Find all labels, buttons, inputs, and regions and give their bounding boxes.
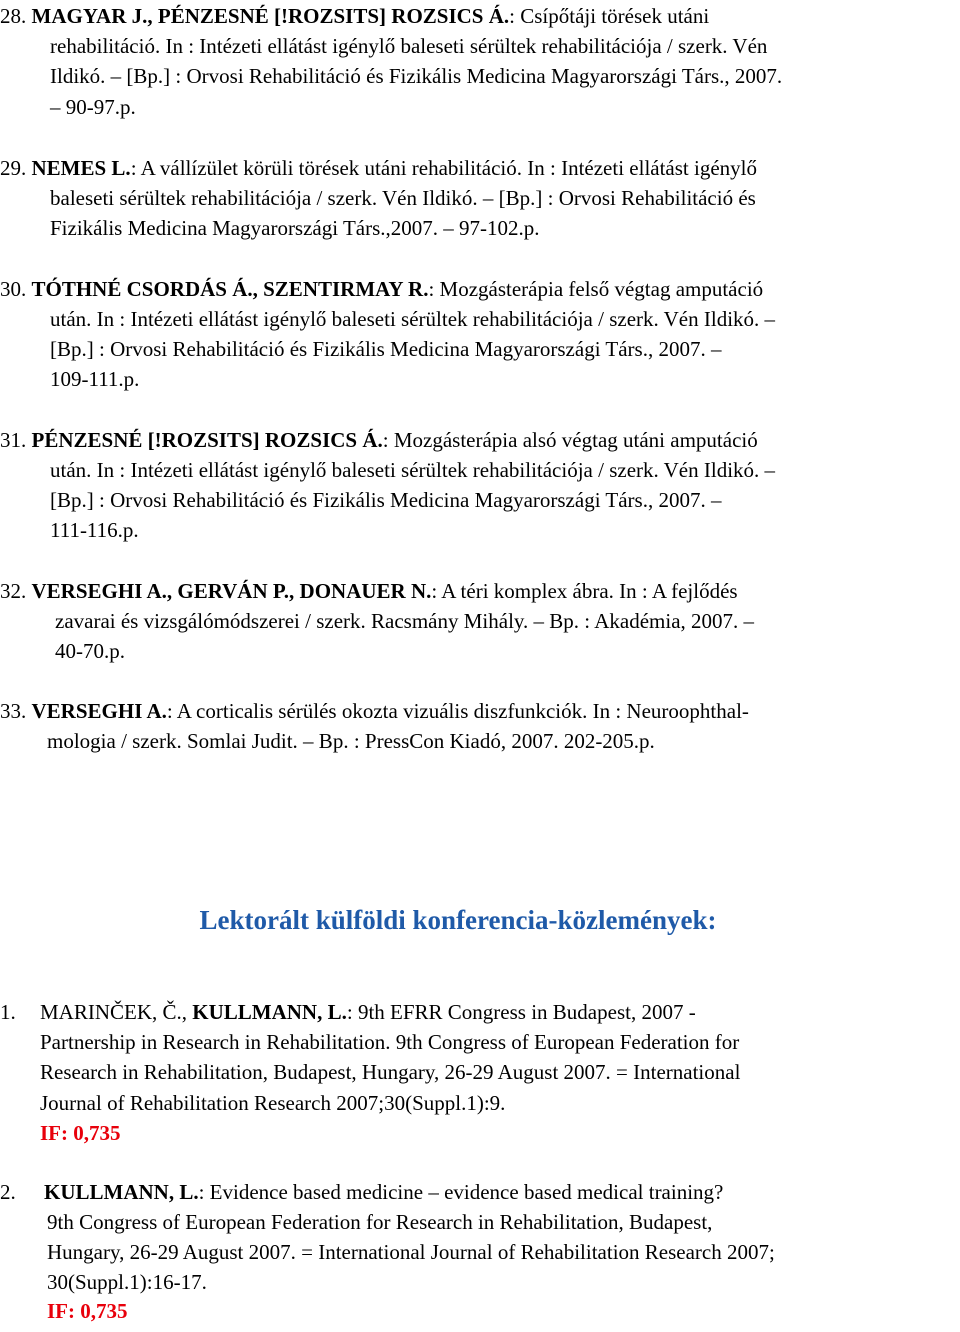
entry-number: 33. [0, 699, 27, 723]
entry-text: [Bp.] : Orvosi Rehabilitáció és Fizikális Medicina Magyarországi Társ., 2007. – [50, 337, 722, 361]
entry-authors: PÉNZESNÉ [!ROZSITS] ROZSICS Á. [31, 428, 383, 452]
entry-text: 30(Suppl.1):16-17. [47, 1270, 207, 1294]
entry-authors: VERSEGHI A. [31, 699, 167, 723]
section-heading: Lektorált külföldi konferencia-közlemények: [199, 905, 717, 935]
entry-text: után. In : Intézeti ellátást igénylő baleseti sérültek rehabilitációja / szerk. Vén Ildikó. – [50, 458, 776, 482]
entry-text: : Evidence based medicine – evidence based medical training? [198, 1180, 724, 1204]
entry-first-line [0, 579, 738, 604]
entry-first-line [0, 277, 763, 302]
entry-text: mologia / szerk. Somlai Judit. – Bp. : PressCon Kiadó, 2007. 202-205.p. [47, 729, 655, 753]
entry-text: Hungary, 26-29 August 2007. = International Journal of Rehabilitation Research 2007; [47, 1240, 775, 1264]
entry-number: 2. [0, 1180, 16, 1204]
entry-text: 40-70.p. [55, 639, 125, 663]
entry-text: : Mozgásterápia alsó végtag utáni amputáció [382, 428, 758, 452]
entry-text: Partnership in Research in Rehabilitation. 9th Congress of European Federation for [40, 1030, 740, 1054]
entry-text: rehabilitáció. In : Intézeti ellátást igénylő baleseti sérültek rehabilitációja / szerk. Vén [50, 34, 768, 58]
entry-number: 1. [0, 1000, 16, 1024]
entry-first-line [0, 156, 757, 181]
impact-factor: IF: 0,735 [47, 1299, 128, 1323]
entry-number: 32. [0, 579, 27, 603]
entry-text: Ildikó. – [Bp.] : Orvosi Rehabilitáció és Fizikális Medicina Magyarországi Társ., 2007. [50, 64, 783, 88]
entry-text: Research in Rehabilitation, Budapest, Hungary, 26-29 August 2007. = International [40, 1060, 741, 1084]
entry-first-line [0, 4, 709, 29]
entry-number: 30. [0, 277, 27, 301]
entry-text: baleseti sérültek rehabilitációja / szerk. Vén Ildikó. – [Bp.] : Orvosi Rehabilitáció és [50, 186, 756, 210]
entry-first-line [0, 1000, 696, 1025]
entry-text: után. In : Intézeti ellátást igénylő baleseti sérültek rehabilitációja / szerk. Vén Ildikó. – [50, 307, 776, 331]
entry-text: 111-116.p. [50, 518, 139, 542]
entry-text: : 9th EFRR Congress in Budapest, 2007 - [346, 1000, 696, 1024]
entry-text: [Bp.] : Orvosi Rehabilitáció és Fizikális Medicina Magyarországi Társ., 2007. – [50, 488, 722, 512]
entry-number: 29. [0, 156, 27, 180]
entry-authors: MARINČEK, Č., [40, 1000, 193, 1024]
entry-authors: MAGYAR J., PÉNZESNÉ [!ROZSITS] ROZSICS Á. [31, 4, 510, 28]
entry-authors-bold: KULLMANN, L. [192, 1000, 347, 1024]
entry-authors: TÓTHNÉ CSORDÁS Á., SZENTIRMAY R. [31, 277, 429, 301]
entry-authors-bold: KULLMANN, L. [44, 1180, 199, 1204]
entry-text: : Csípőtáji törések utáni [509, 4, 710, 28]
entry-first-line [0, 1180, 723, 1205]
entry-text: 9th Congress of European Federation for Research in Rehabilitation, Budapest, [47, 1210, 713, 1234]
entry-first-line [0, 699, 749, 724]
entry-text: : Mozgásterápia felső végtag amputáció [428, 277, 764, 301]
entry-first-line [0, 428, 758, 453]
entry-text: : A vállízület körüli törések utáni rehabilitáció. In : Intézeti ellátást igénylő [130, 156, 757, 180]
entry-number: 31. [0, 428, 27, 452]
entry-text: Fizikális Medicina Magyarországi Társ.,2007. – 97-102.p. [50, 216, 540, 240]
entry-text: Journal of Rehabilitation Research 2007;30(Suppl.1):9. [40, 1091, 506, 1115]
impact-factor: IF: 0,735 [40, 1121, 121, 1145]
entry-authors: NEMES L. [31, 156, 131, 180]
entry-authors: VERSEGHI A., GERVÁN P., DONAUER N. [31, 579, 432, 603]
entry-text: 109-111.p. [50, 367, 140, 391]
entry-text: – 90-97.p. [50, 95, 136, 119]
entry-text: zavarai és vizsgálómódszerei / szerk. Racsmány Mihály. – Bp. : Akadémia, 2007. – [55, 609, 755, 633]
entry-text: : A téri komplex ábra. In : A fejlődés [431, 579, 738, 603]
entry-number: 28. [0, 4, 27, 28]
entry-text: : A corticalis sérülés okozta vizuális diszfunkciók. In : Neuroophthal- [166, 699, 749, 723]
